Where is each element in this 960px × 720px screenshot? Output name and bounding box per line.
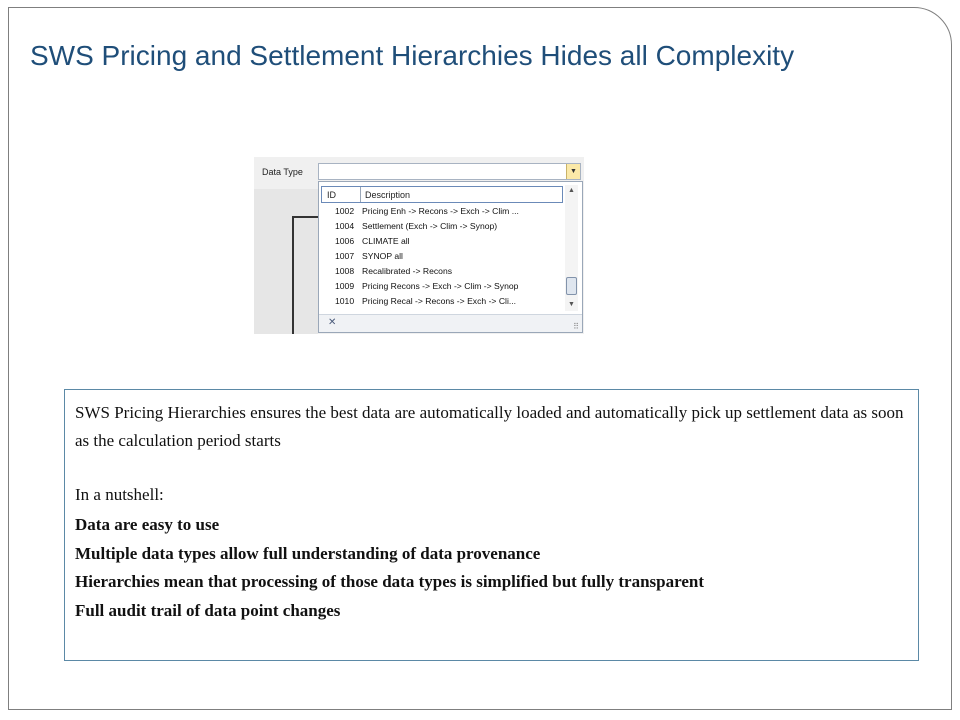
row-id: 1004 [335,221,355,231]
slide-title: SWS Pricing and Settlement Hierarchies Hides all Complexity [30,40,795,71]
nutshell-heading: In a nutshell: [75,485,164,504]
key-points [75,511,905,625]
list-item[interactable] [319,264,564,279]
row-description: Recalibrated -> Recons [362,266,453,276]
chevron-down-icon[interactable]: ▼ [566,164,580,179]
data-type-popup [318,181,583,333]
popup-footer [319,314,582,332]
row-description: Pricing Recons -> Exch -> Clim -> Synop [362,281,519,291]
data-type-label: Data Type [262,167,303,177]
scroll-down-icon[interactable]: ▼ [568,301,575,308]
summary-paragraph: SWS Pricing Hierarchies ensures the best data are automatically loaded and automatically pick up settlement data as soon as the calculation period starts [75,403,904,450]
row-id: 1006 [335,236,355,246]
list-item[interactable] [319,279,564,294]
data-type-combobox[interactable] [318,163,581,180]
key-point: Data are easy to use [75,515,220,534]
row-description: Settlement (Exch -> Clim -> Synop) [362,221,498,231]
column-divider[interactable] [360,187,361,202]
grid-header [321,186,563,203]
key-point: Full audit trail of data point changes [75,600,341,620]
key-point: Hierarchies mean that processing of those data types is simplified but fully transparent [75,572,705,591]
resize-grip-icon[interactable]: ⠿ [573,322,578,331]
column-header-id[interactable]: ID [327,190,336,200]
row-id: 1010 [335,296,355,306]
close-icon[interactable]: ✕ [328,317,337,328]
key-point: Multiple data types allow full understanding of data provenance [75,543,541,563]
list-item[interactable] [319,219,564,234]
vertical-scrollbar[interactable] [565,185,578,311]
row-description: CLIMATE all [362,236,410,246]
row-id: 1002 [335,206,355,216]
tree-connector [292,216,320,218]
list-item[interactable] [319,294,564,309]
summary-textbox [64,389,919,661]
row-id: 1009 [335,281,355,291]
list-item[interactable] [319,204,564,219]
tree-connector [292,216,294,334]
row-id: 1008 [335,266,355,276]
row-description: Pricing Recal -> Recons -> Exch -> Cli... [362,296,517,306]
row-description: Pricing Enh -> Recons -> Exch -> Clim ... [362,206,519,216]
data-type-dropdown-screenshot [254,157,584,334]
scroll-thumb[interactable] [566,277,577,295]
row-id: 1007 [335,251,355,261]
list-item[interactable] [319,234,564,249]
row-description: SYNOP all [362,251,403,261]
list-item[interactable] [319,249,564,264]
background-pane [254,189,318,334]
scroll-up-icon[interactable]: ▲ [568,187,575,194]
column-header-description[interactable]: Description [365,190,411,200]
